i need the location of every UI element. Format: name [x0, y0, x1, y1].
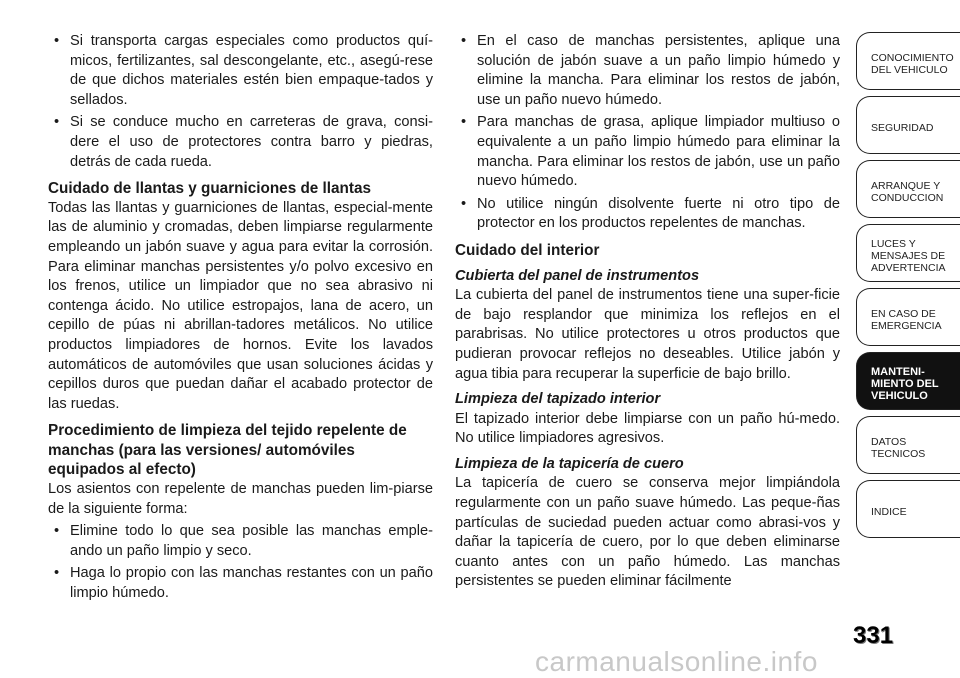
paragraph-wheel-care: Todas las llantas y guarniciones de llantas, especial-mente las de aluminio y cromadas, deben limpiarse regularmente empleando un jabón suave y agua para evitar la corrosión. Para eliminar manchas persistentes y/o polvo excesivo en los frenos, utilice un limpiador que no sea abrasivo ni contenga ácido. No utilice estropajos, lana de acero, un cepillo de púas ni abrillan-tadores metálicos. No utilice productos limpiadores de hornos. Evite los lavados automáticos de automóviles que usan soluciones ácidas y cepillos duros que puedan dañar el acabado protector de las ruedas. — [48, 199, 433, 412]
chapter-tabs-sidebar — [856, 32, 960, 544]
heading-wheel-care: Cuidado de llantas y guarniciones de llantas — [48, 180, 372, 198]
tab-arranque[interactable]: ARRANQUE Y CONDUCCION — [856, 160, 960, 218]
heading-stain-repellent: Procedimiento de limpieza del tejido repelente de manchas (para las versiones/ automóviles equipados al efecto) — [48, 422, 407, 479]
tab-luces[interactable]: LUCES Y MENSAJES DE ADVERTENCIA — [856, 224, 960, 282]
subheading-leather: Limpieza de la tapicería de cuero — [455, 455, 684, 472]
paragraph-upholstery: El tapizado interior debe limpiarse con un paño hú-medo. No utilice limpiadores agresivos. — [455, 410, 840, 447]
heading-interior-care: Cuidado del interior — [455, 241, 600, 259]
list-item: • Elimine todo lo que sea posible las manchas emple-ando un paño limpio y seco. — [48, 522, 433, 561]
right-bullet-list-top — [455, 32, 840, 234]
left-column — [48, 32, 433, 607]
list-item: • En el caso de manchas persistentes, aplique una solución de jabón suave a un paño limpio húmedo y elimine la mancha. Para eliminar los restos de jabón, use un paño nuevo húmedo. — [455, 32, 840, 110]
page-number: 331 — [853, 622, 894, 649]
subheading-instrument-panel: Cubierta del panel de instrumentos — [455, 267, 700, 284]
left-bullet-list-stain — [48, 522, 433, 603]
list-item: • Para manchas de grasa, aplique limpiador multiuso o equivalente a un paño limpio húmedo para eliminar la mancha. Para eliminar los restos de jabón, use un paño nuevo húmedo. — [455, 113, 840, 191]
watermark: carmanualsonline.info — [535, 646, 818, 677]
right-column — [455, 32, 840, 592]
left-bullet-list-top — [48, 32, 433, 172]
tab-indice[interactable]: INDICE — [856, 480, 960, 538]
paragraph-stain-repellent: Los asientos con repelente de manchas pueden lim-piarse de la siguiente forma: — [48, 481, 433, 517]
list-item: • Si transporta cargas especiales como productos quí-micos, fertilizantes, sal descongelante, etc., asegú-rese de que dichos materiales estén bien empaque-tados y sellados. — [48, 32, 433, 110]
tab-conocimiento[interactable]: CONOCIMIENTO DEL VEHICULO — [856, 32, 960, 90]
paragraph-leather: La tapicería de cuero se conserva mejor limpiándola regularmente con un paño suave húmedo. Las peque-ñas partículas de suciedad pueden actuar como abrasi-vos y dañar la tapicería de cuero, por lo que deben eliminarse cuanto antes con un paño húmedo. Las manchas persistentes se pueden eliminar fácilmente — [455, 475, 840, 590]
paragraph-instrument-panel: La cubierta del panel de instrumentos tiene una super-ficie de bajo resplandor que minimiza los reflejos en el parabrisas. No utilice protectores u otros productos que pudieran provocar reflejos no deseables. Utilice jabón y agua tibia para recuperar la superficie de bajo brillo. — [455, 287, 840, 382]
list-item: • Haga lo propio con las manchas restantes con un paño limpio húmedo. — [48, 564, 433, 603]
tab-datos-tecnicos[interactable]: DATOS TECNICOS — [856, 416, 960, 474]
list-item: • Si se conduce mucho en carreteras de grava, consi-dere el uso de protectores contra barro y piedras, detrás de cada rueda. — [48, 113, 433, 172]
subheading-upholstery: Limpieza del tapizado interior — [455, 391, 661, 408]
tab-emergencia[interactable]: EN CASO DE EMERGENCIA — [856, 288, 960, 346]
tab-mantenimiento[interactable]: MANTENI- MIENTO DEL VEHICULO — [856, 352, 960, 410]
tab-seguridad[interactable]: SEGURIDAD — [856, 96, 960, 154]
list-item: • No utilice ningún disolvente fuerte ni otro tipo de protector en los productos repelentes de manchas. — [455, 195, 840, 234]
